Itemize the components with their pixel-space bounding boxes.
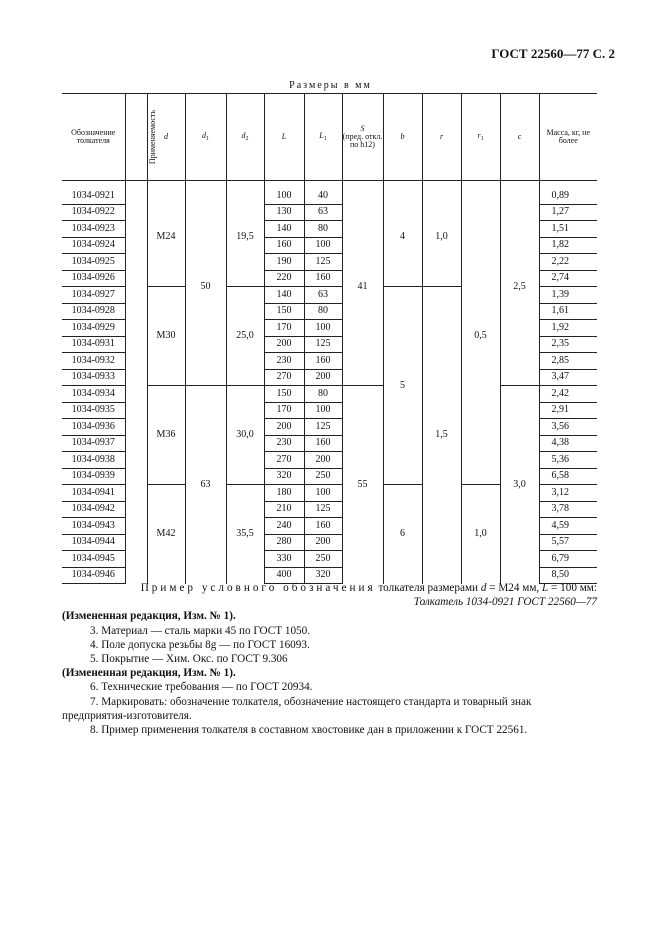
designation-cell: 1034-0924	[62, 237, 125, 254]
d-cell: M36	[147, 386, 185, 485]
l1-cell: 100	[304, 237, 342, 254]
l-cell: 140	[264, 221, 304, 238]
l-cell: 150	[264, 303, 304, 320]
mass-cell: 2,91	[539, 402, 597, 419]
l-cell: 140	[264, 287, 304, 304]
l1-cell: 160	[304, 353, 342, 370]
note-5: 5. Покрытие — Хим. Окс. по ГОСТ 9.306	[90, 653, 288, 666]
example-designation: Толкатель 1034-0921 ГОСТ 22560—77	[413, 596, 597, 609]
mass-cell: 3,78	[539, 501, 597, 518]
mass-cell: 2,42	[539, 386, 597, 403]
mass-cell: 2,22	[539, 254, 597, 271]
l-cell: 150	[264, 386, 304, 403]
l1-cell: 160	[304, 435, 342, 452]
note-7: 7. Маркировать: обозначение толкателя, обозначение настоящего стандарта и товарный знак	[90, 695, 532, 708]
note-8: 8. Пример применения толкателя в составном хвостовике дан в приложении к ГОСТ 22561.	[90, 724, 528, 737]
col-c: c	[500, 94, 539, 181]
mass-cell: 5,57	[539, 534, 597, 551]
l-cell: 130	[264, 204, 304, 221]
l1-cell: 200	[304, 534, 342, 551]
designation-cell: 1034-0937	[62, 435, 125, 452]
l1-cell: 80	[304, 386, 342, 403]
d1-cell: 50	[185, 188, 226, 386]
designation-cell: 1034-0938	[62, 452, 125, 469]
revision-note-1: (Измененная редакция, Изм. № 1).	[62, 610, 236, 623]
c-cell: 3,0	[500, 386, 539, 584]
l-cell: 330	[264, 551, 304, 568]
designation-cell: 1034-0935	[62, 402, 125, 419]
col-r: r	[422, 94, 461, 181]
l-cell: 200	[264, 419, 304, 436]
designation-cell: 1034-0927	[62, 287, 125, 304]
table-row	[62, 188, 597, 204]
l-cell: 160	[264, 237, 304, 254]
designation-cell: 1034-0934	[62, 386, 125, 403]
col-b: b	[383, 94, 422, 181]
designation-cell: 1034-0929	[62, 320, 125, 337]
mass-cell: 0,89	[539, 188, 597, 204]
l-cell: 170	[264, 320, 304, 337]
l1-cell: 250	[304, 551, 342, 568]
designation-cell: 1034-0932	[62, 353, 125, 370]
l1-cell: 200	[304, 369, 342, 386]
col-d1: $d_1$	[185, 94, 226, 181]
l1-cell: 125	[304, 501, 342, 518]
mass-cell: 1,92	[539, 320, 597, 337]
l1-cell: 100	[304, 402, 342, 419]
d1-cell: 63	[185, 386, 226, 584]
mass-cell: 1,82	[539, 237, 597, 254]
l-cell: 270	[264, 452, 304, 469]
designation-cell: 1034-0923	[62, 221, 125, 238]
l1-cell: 100	[304, 485, 342, 502]
l-cell: 180	[264, 485, 304, 502]
designation-cell: 1034-0945	[62, 551, 125, 568]
l-cell: 210	[264, 501, 304, 518]
app-cell	[125, 188, 147, 584]
b-cell: 6	[383, 485, 422, 584]
l1-cell: 63	[304, 204, 342, 221]
col-mass: Масса, кг, не более	[539, 94, 597, 181]
designation-cell: 1034-0921	[62, 188, 125, 204]
d2-cell: 30,0	[226, 386, 264, 485]
d2-cell: 25,0	[226, 287, 264, 386]
note-4: 4. Поле допуска резьбы 8g — по ГОСТ 16093.	[90, 638, 310, 651]
l1-cell: 63	[304, 287, 342, 304]
l1-cell: 80	[304, 221, 342, 238]
l-cell: 320	[264, 468, 304, 485]
designation-cell: 1034-0936	[62, 419, 125, 436]
l1-cell: 250	[304, 468, 342, 485]
mass-cell: 3,47	[539, 369, 597, 386]
col-S: S (пред. откл. по h12)	[342, 94, 383, 181]
d-cell: M30	[147, 287, 185, 386]
designation-cell: 1034-0944	[62, 534, 125, 551]
mass-cell: 6,58	[539, 468, 597, 485]
l1-cell: 200	[304, 452, 342, 469]
mass-cell: 2,74	[539, 270, 597, 287]
note-7-cont: предприятия-изготовителя.	[62, 709, 192, 722]
l1-cell: 40	[304, 188, 342, 204]
r-cell: 1,5	[422, 287, 461, 584]
designation-cell: 1034-0926	[62, 270, 125, 287]
col-d: d	[147, 94, 185, 181]
r1-cell: 1,0	[461, 485, 500, 584]
designation-cell: 1034-0925	[62, 254, 125, 271]
note-6: 6. Технические требования — по ГОСТ 20934.	[90, 681, 313, 694]
mass-cell: 5,36	[539, 452, 597, 469]
l1-cell: 125	[304, 419, 342, 436]
l1-cell: 320	[304, 567, 342, 584]
designation-cell: 1034-0939	[62, 468, 125, 485]
designation-cell: 1034-0931	[62, 336, 125, 353]
l1-cell: 125	[304, 336, 342, 353]
l-cell: 230	[264, 353, 304, 370]
mass-cell: 2,35	[539, 336, 597, 353]
mass-cell: 1,61	[539, 303, 597, 320]
r1-cell: 0,5	[461, 188, 500, 485]
l-cell: 190	[264, 254, 304, 271]
designation-cell: 1034-0946	[62, 567, 125, 584]
b-cell: 4	[383, 188, 422, 287]
mass-cell: 1,39	[539, 287, 597, 304]
mass-cell: 3,56	[539, 419, 597, 436]
mass-cell: 1,51	[539, 221, 597, 238]
d-cell: M42	[147, 485, 185, 584]
l-cell: 280	[264, 534, 304, 551]
mass-cell: 3,12	[539, 485, 597, 502]
col-r1: $r_1$	[461, 94, 500, 181]
col-L1: $L_1$	[304, 94, 342, 181]
revision-note-2: (Измененная редакция, Изм. № 1).	[62, 667, 236, 680]
l-cell: 100	[264, 188, 304, 204]
d2-cell: 19,5	[226, 188, 264, 287]
table-caption: Размеры в мм	[289, 80, 372, 91]
designation-cell: 1034-0922	[62, 204, 125, 221]
mass-cell: 8,50	[539, 567, 597, 584]
designation-cell: 1034-0933	[62, 369, 125, 386]
l-cell: 230	[264, 435, 304, 452]
col-d2: $d_2$	[226, 94, 264, 181]
l1-cell: 125	[304, 254, 342, 271]
designation-cell: 1034-0941	[62, 485, 125, 502]
mass-cell: 4,59	[539, 518, 597, 535]
b-cell: 5	[383, 287, 422, 485]
note-3: 3. Материал — сталь марки 45 по ГОСТ 1050.	[90, 624, 311, 637]
l-cell: 240	[264, 518, 304, 535]
r-cell: 1,0	[422, 188, 461, 287]
l-cell: 220	[264, 270, 304, 287]
dimensions-table	[62, 93, 597, 584]
c-cell: 2,5	[500, 188, 539, 386]
mass-cell: 4,38	[539, 435, 597, 452]
l-cell: 200	[264, 336, 304, 353]
l1-cell: 80	[304, 303, 342, 320]
l1-cell: 160	[304, 518, 342, 535]
col-designation: Обозначение толкателя	[62, 94, 125, 181]
l-cell: 400	[264, 567, 304, 584]
d-cell: M24	[147, 188, 185, 287]
mass-cell: 2,85	[539, 353, 597, 370]
col-applicability: Применяемость	[125, 94, 147, 181]
S-cell: 41	[342, 188, 383, 386]
l1-cell: 160	[304, 270, 342, 287]
mass-cell: 6,79	[539, 551, 597, 568]
example-line: Пример условного обозначения толкателя размерами d = М24 мм, L = 100 мм:	[140, 582, 597, 594]
l1-cell: 100	[304, 320, 342, 337]
designation-cell: 1034-0942	[62, 501, 125, 518]
page-header: ГОСТ 22560—77 С. 2	[491, 46, 615, 61]
d2-cell: 35,5	[226, 485, 264, 584]
mass-cell: 1,27	[539, 204, 597, 221]
l-cell: 270	[264, 369, 304, 386]
designation-cell: 1034-0943	[62, 518, 125, 535]
S-cell: 55	[342, 386, 383, 584]
designation-cell: 1034-0928	[62, 303, 125, 320]
notes-section	[62, 581, 597, 737]
l-cell: 170	[264, 402, 304, 419]
col-L: L	[264, 94, 304, 181]
